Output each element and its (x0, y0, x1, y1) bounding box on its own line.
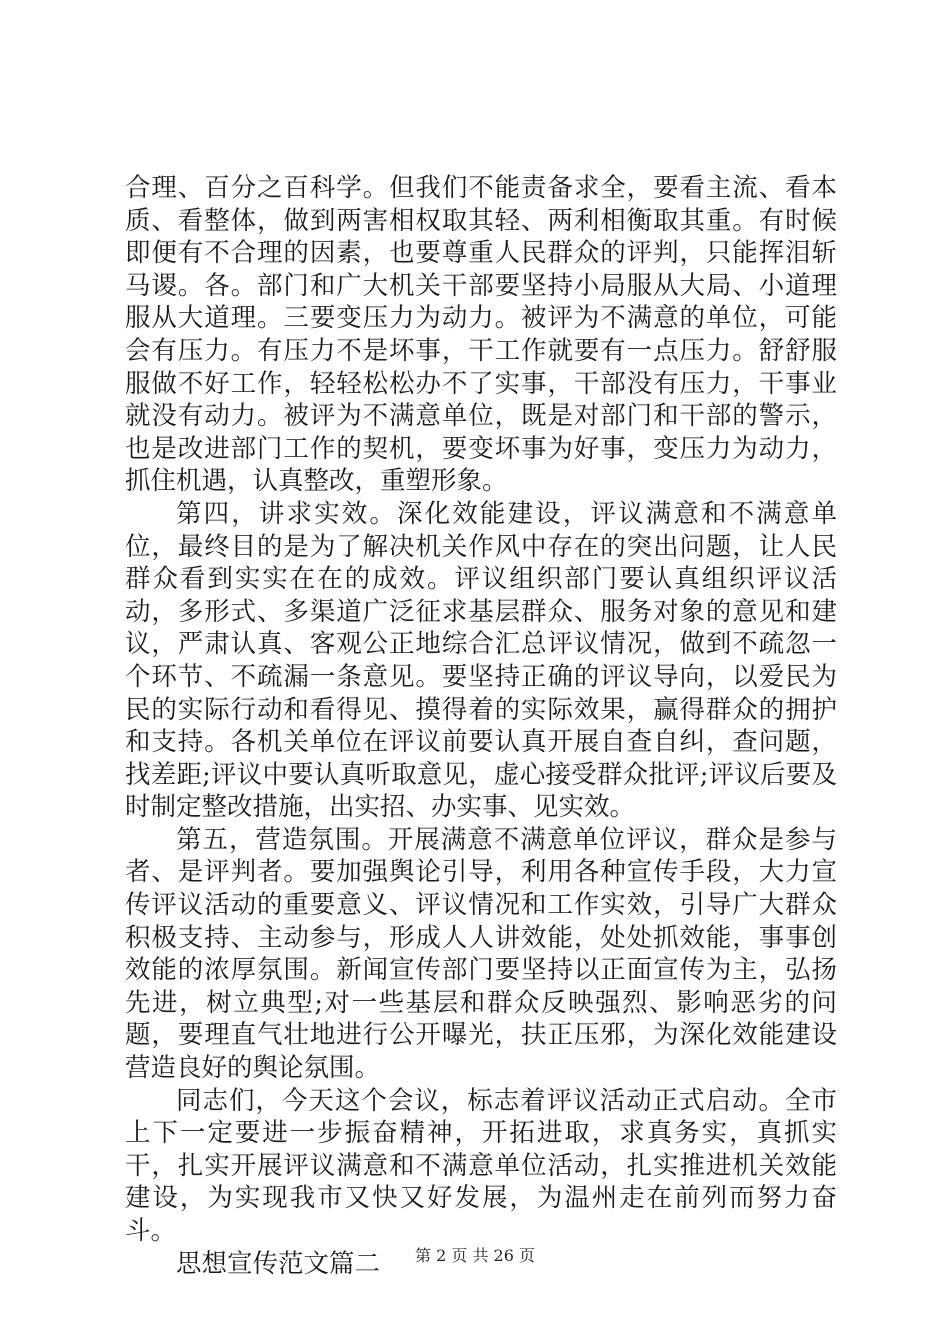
document-body (125, 172, 837, 1280)
page-number-footer: 第 2 页 共 26 页 (415, 1246, 535, 1265)
section-heading: 思想宣传范文篇二 (176, 1248, 381, 1279)
paragraph-1: 合理、百分之百科学。但我们不能责备求全，要看主流、看本质、看整体，做到两害相权取其轻、两利相衡取其重。有时候即便有不合理的因素，也要尊重人民群众的评判，只能挥泪斩马谡。各。部门和广大机关干部要坚持小局服从大局、小道理服从大道理。三要变压力为动力。被评为不满意的单位，可能会有压力。有压力不是坏事，干工作就要有一点压力。舒舒服服做不好工作，轻轻松松办不了实事，干部没有压力，干事业就没有动力。被评为不满意单位，既是对部门和干部的警示，也是改进部门工作的契机，要变坏事为好事，变压力为动力，抓住机遇，认真整改，重塑形象。 (125, 173, 837, 497)
paragraph-2: 第四，讲求实效。深化效能建设，评议满意和不满意单位，最终目的是为了解决机关作风中存在的突出问题，让人民群众看到实实在在的成效。评议组织部门要认真组织评议活动，多形式、多渠道广泛征求基层群众、服务对象的意见和建议，严肃认真、客观公正地综合汇总评议情况，做到不疏忽一个环节、不疏漏一条意见。要坚持正确的评议导向，以爱民为民的实际行动和看得见、摸得着的实际效果，赢得群众的拥护和支持。各机关单位在评议前要认真开展自查自纠，查问题，找差距;评议中要认真听取意见，虚心接受群众批评;评议后要及时制定整改措施，出实招、办实事、见实效。 (125, 498, 837, 823)
paragraph-4: 同志们，今天这个会议，标志着评议活动正式启动。全市上下一定要进一步振奋精神，开拓进取，求真务实，真抓实干，扎实开展评议满意和不满意单位活动，扎实推进机关效能建设，为实现我市又快又好发展，为温州走在前列而努力奋斗。 (125, 1085, 837, 1246)
paragraph-3: 第五，营造氛围。开展满意不满意单位评议，群众是参与者、是评判者。要加强舆论引导，利用各种宣传手段，大力宣传评议活动的重要意义、评议情况和工作实效，引导广大群众积极支持、主动参与，形成人人讲效能，处处抓效能，事事创效能的浓厚氛围。新闻宣传部门要坚持以正面宣传为主，弘扬先进，树立典型;对一些基层和群众反映强烈、影响恶劣的问题，要理直气壮地进行公开曝光，扶正压邪，为深化效能建设营造良好的舆论氛围。 (125, 824, 837, 1084)
